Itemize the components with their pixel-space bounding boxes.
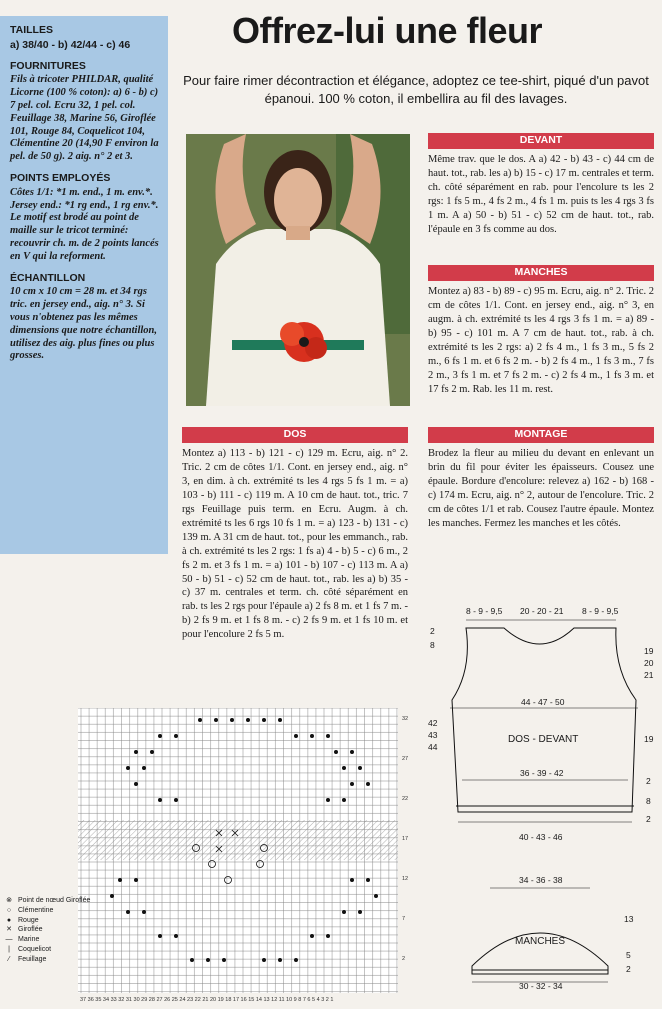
fournitures-heading: FOURNITURES: [10, 59, 86, 72]
schema-left-44: 44: [428, 742, 438, 752]
montage-section: [428, 427, 654, 531]
legend-item: [4, 955, 90, 965]
tailles-text: a) 38/40 - b) 42/44 - c) 46: [10, 38, 131, 51]
svg-text:2: 2: [402, 956, 406, 962]
dos-text: Montez a) 113 - b) 121 - c) 129 m. Ecru, aig. n° 2. Tric. 2 cm de côtes 1/1. Cont. en jersey end., aig. n° 3, en dim. à ch. extrémité ts les 4 rgs 5 fs 1 m. = a) 103 - b) 111 - c) 119 m. A 10 cm de haut. tot., tric. 7 rgs Feuillage puis term. en Ecru. Augm. à ch. extrémité ts les 6 rgs 10 fs 1 m. = a) 123 - b) 131 - c) 139 m. A 31 cm de haut. tot., pour les emmanch., rab. à ch. extrémité ts les 2 rgs: 1 fs a) 4 - b) 5 - c) 6 m., 2 fs 2 m. et 3 fs 1 m. = a) 101 - b) 107 - c) 113 m. A a) 50 - b) 51 - c) 52 cm de haut. tot., rab. les a) b) 35 - c) 37 m. centrales et term. ch. côté séparément en rab. ts les 2 rgs pour l'épaule a) 2 fs 8 m. et 1 fs 7 m. - b) 2 fs 9 m. et 1 fs 8 m. - c) 2 fs 9 m. et 1 fs 10 m. et pour l'encolure 2 fs 5 m.: [182, 447, 408, 641]
schema-top-mid: 20 - 20 - 21: [520, 606, 564, 616]
svg-text:7: 7: [402, 916, 406, 922]
page-title: Offrez-lui une fleur: [232, 10, 543, 51]
legend-label: Marine: [18, 936, 40, 944]
legend-label: Rouge: [18, 916, 39, 924]
legend-item: [4, 916, 90, 926]
schema-width-3: 40 - 43 - 46: [519, 832, 563, 842]
schema-left-43: 43: [428, 730, 438, 740]
materials-sidebar: [0, 16, 168, 554]
manches-text: Montez a) 83 - b) 89 - c) 95 m. Ecru, aig. n° 2. Tric. 2 cm de côtes 1/1. Cont. en jersey end., aig. n° 3, en augm. à ch. extrémité ts les 4 rgs 3 fs 1 m. = a) 89 - b) 95 - c) 101 m. A 7 cm de haut. tot., rab. à ch. extrémité ts les 2 rgs: a) 2 fs 4 m., 1 fs 3 m., 5 fs 2 m., 6 fs 1 m. et 6 fs 2 m. - b) 2 fs 4 m., 1 fs 3 m., 7 fs 2 m., 3 fs 1 m. et 7 fs 2 m. - c) 2 fs 4 m., 1 fs 3 m. et 17 fs 2 m. Rab. les 11 m. rest.: [428, 285, 654, 395]
tailles-heading: TAILLES: [10, 24, 53, 36]
sleeve-13: 13: [624, 914, 634, 924]
svg-text:27: 27: [402, 756, 409, 762]
legend-label: Coquelicot: [18, 945, 52, 953]
garment-schematic: [420, 600, 662, 1009]
sleeve-top: 34 - 36 - 38: [519, 875, 563, 885]
schema-right-21: 21: [644, 670, 654, 680]
schema-top-left: 8 - 9 - 9,5: [466, 606, 503, 616]
devant-text: Même trav. que le dos. A a) 42 - b) 43 - c) 44 cm de haut. tot., rab. les a) b) 15 - c) 17 m. centrales et term. ch. côté séparément en rab. pour l'encolure ts les 2 rgs: 1 fs 5 m., 4 fs 2 m., 4 fs 1 m. puis ts les 4 rgs 3 fs 1 m. A a) 50 - b) 51 - c) 52 cm de haut. tot., rab. l'épaule en 3 fs comme au dos.: [428, 153, 654, 235]
montage-heading: MONTAGE: [428, 427, 654, 443]
legend-label: Clémentine: [18, 906, 54, 914]
montage-text: Brodez la fleur au milieu du devant en enlevant un brin du fil pour éviter les épaisseurs. Cousez une épaule. Bordure d'encolure: relevez a) 162 - b) 168 - c) 174 m. Ecru, aig. n° 2, autour de l'encolure. Tric. 2 cm de côtes 1/1 et rab. Cousez l'autre épaule. Montez les manches. Fermez les manches et les côtés.: [428, 447, 654, 529]
sleeve-label: MANCHES: [515, 936, 566, 947]
legend-symbol: ⊗: [6, 897, 12, 904]
chart-legend: [4, 896, 90, 965]
echantillon-text: 10 cm x 10 cm = 28 m. et 34 rgs tric. en jersey end., aig. n° 3. Si vous n'obtenez pas les mêmes dimensions que notre échantillon, utilisez des aig. plus fines ou plus grosses.: [10, 286, 158, 362]
schema-width-2: 36 - 39 - 42: [520, 768, 564, 778]
legend-symbol: —: [5, 936, 13, 944]
svg-text:37 36 35 34 33 32 31 30 29 28: 37 36 35 34 33 32 31 30 29 28 27 26 25 24 23 22 21 20 19 18 17 16 15 14 13 12 11 10 9 8 7 6 5 4 3 2 1: [80, 997, 334, 1003]
manches-heading: MANCHES: [428, 265, 654, 281]
model-illustration: [186, 134, 410, 406]
legend-label: Feuillage: [18, 955, 47, 963]
svg-text:17: 17: [402, 836, 409, 842]
devant-heading: DEVANT: [428, 133, 654, 149]
schema-label: DOS - DEVANT: [508, 734, 579, 745]
sleeve-bottom: 30 - 32 - 34: [519, 981, 563, 991]
svg-text:22: 22: [402, 796, 409, 802]
intro-text: Pour faire rimer décontraction et élégance, adoptez ce tee-shirt, piqué d'un pavot épanoui. 100 % coton, il embellira au fil des lavages.: [183, 73, 649, 107]
legend-item: [4, 925, 90, 935]
schema-left-42: 42: [428, 718, 438, 728]
legend-label: Point de nœud Giroflée: [18, 897, 91, 904]
schema-right-20: 20: [644, 658, 654, 668]
points-text: Côtes 1/1: *1 m. end., 1 m. env.*. Jersey end.: *1 rg end., 1 rg env.*. Le motif est brodé au point de maille sur le tricot terminé: recouvrir ch. m. de 2 points lancés en V qui la reforment.: [10, 186, 159, 262]
schema-right-19b: 19: [644, 734, 654, 744]
sleeve-2: 2: [626, 964, 631, 974]
legend-symbol: ✕: [6, 926, 12, 934]
dos-section: [182, 427, 408, 642]
points-heading: POINTS EMPLOYÉS: [10, 171, 111, 184]
legend-item: [4, 896, 90, 906]
sleeve-5: 5: [626, 950, 631, 960]
legend-item: [4, 906, 90, 916]
schema-right-2: 2: [646, 776, 651, 786]
echantillon-heading: ÉCHANTILLON: [10, 271, 86, 284]
legend-symbol: |: [8, 945, 10, 953]
schema-right-8: 8: [646, 796, 651, 806]
fournitures-text: Fils à tricoter PHILDAR, qualité Licorne (100 % coton): a) 6 - b) c) 7 pel. col. Ecru 32, 1 pel. col. Feuillage 38, Marine 56, Giroflée 101, Rouge 84, Coquelicot 104, Clémentine 20 (14,90 F environ la pel. de 50 g). 2 aig. n° 2 et 3.: [10, 74, 159, 163]
legend-label: Giroflée: [18, 926, 43, 934]
schema-left-8: 8: [430, 640, 435, 650]
svg-text:12: 12: [402, 876, 409, 882]
model-photo: [186, 134, 410, 406]
dos-heading: DOS: [182, 427, 408, 443]
legend-item: [4, 945, 90, 955]
legend-symbol: ⁄: [8, 955, 10, 963]
manches-section: [428, 265, 654, 397]
schema-left-2: 2: [430, 626, 435, 636]
schema-right-2b: 2: [646, 814, 651, 824]
devant-section: [428, 133, 654, 237]
legend-item: [4, 935, 90, 945]
schema-right-19: 19: [644, 646, 654, 656]
schema-top-right: 8 - 9 - 9,5: [582, 606, 619, 616]
legend-symbol: ●: [6, 916, 12, 924]
legend-symbol: ○: [6, 906, 12, 914]
schema-width-1: 44 - 47 - 50: [521, 697, 565, 707]
svg-text:32: 32: [402, 716, 409, 722]
